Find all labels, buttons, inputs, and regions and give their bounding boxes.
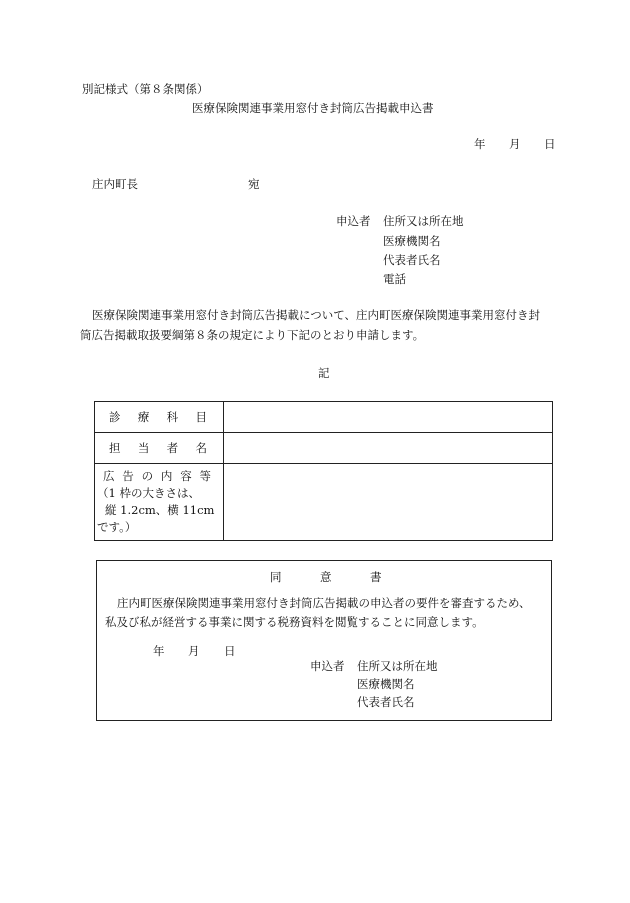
ki-mark: 記 [318, 366, 330, 380]
consent-title-char-1: 同 [270, 570, 282, 584]
applicant-label: 申込者 [336, 214, 371, 228]
table-row-ad-content [95, 464, 553, 541]
consent-field-representative: 代表者氏名 [357, 695, 415, 709]
consent-date-month-label: 月 [188, 644, 200, 658]
ad-size-note-2: 縦 1.2cm、横 11cm [105, 503, 215, 517]
applicant-field-phone: 電話 [383, 272, 406, 286]
consent-box [96, 560, 552, 721]
date-day-label: 日 [544, 137, 556, 151]
label-ad-content: 広 告 の 内 容 等 （1 枠の大きさは、 縦 1.2cm、横 11cm です。） [95, 464, 224, 541]
person-in-charge-value-cell[interactable] [224, 433, 553, 464]
addressee-name: 庄内町長 [92, 177, 138, 191]
ad-size-note-1: （1 枠の大きさは、 [97, 486, 200, 500]
consent-title-char-2: 意 [320, 570, 332, 584]
consent-applicant-label: 申込者 [310, 659, 345, 673]
date-month-label: 月 [509, 137, 521, 151]
applicant-field-representative: 代表者氏名 [383, 253, 441, 267]
consent-date-day-label: 日 [224, 644, 236, 658]
department-value-cell[interactable] [224, 402, 553, 433]
table-row-department [95, 402, 553, 433]
document-title: 医療保険関連事業用窓付き封筒広告掲載申込書 [192, 101, 434, 115]
applicant-field-institution: 医療機関名 [383, 234, 441, 248]
application-table [94, 401, 553, 541]
consent-field-institution: 医療機関名 [357, 677, 415, 691]
consent-line-2: 私及び私が経営する事業に関する税務資料を閲覧することに同意します。 [105, 615, 484, 629]
date-year-label: 年 [474, 137, 486, 151]
consent-field-address: 住所又は所在地 [357, 659, 438, 673]
label-person-in-charge: 担 当 者 名 [95, 433, 224, 464]
label-department: 診 療 科 目 [95, 402, 224, 433]
body-line-1: 医療保険関連事業用窓付き封筒広告掲載について、庄内町医療保険関連事業用窓付き封 [92, 308, 541, 322]
ad-content-value-cell[interactable] [224, 464, 553, 541]
addressee-suffix: 宛 [248, 177, 260, 191]
consent-date-year-label: 年 [153, 644, 165, 658]
form-reference: 別記様式（第８条関係） [82, 82, 209, 96]
consent-title-char-3: 書 [370, 570, 382, 584]
ad-size-note-3: です。） [97, 520, 137, 534]
table-row-person-in-charge [95, 433, 553, 464]
applicant-field-address: 住所又は所在地 [383, 214, 464, 228]
consent-line-1: 庄内町医療保険関連事業用窓付き封筒広告掲載の申込者の要件を審査するため、 [117, 596, 531, 610]
body-line-2: 筒広告掲載取扱要綱第８条の規定により下記のとおり申請します。 [80, 328, 425, 342]
